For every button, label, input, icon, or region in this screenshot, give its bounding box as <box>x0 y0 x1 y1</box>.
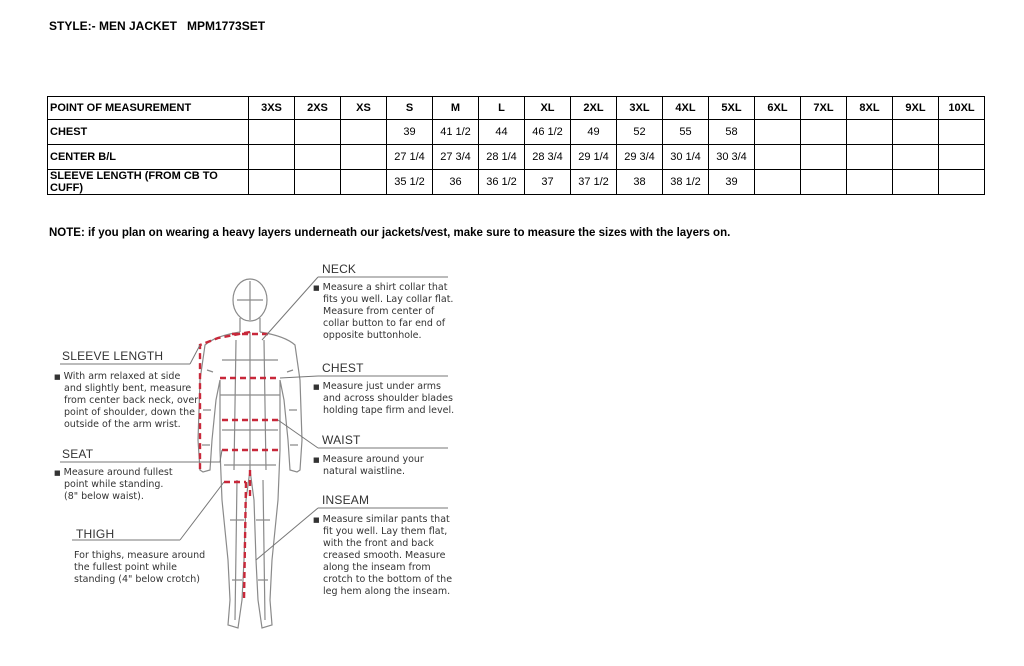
waist-description <box>313 454 424 478</box>
neck-title: NECK <box>322 262 357 276</box>
square-bullet-icon: ■ <box>54 469 61 477</box>
sleeve-length-description <box>54 371 198 431</box>
row-label: CENTER B/L <box>48 145 249 170</box>
sleeve-length-title: SLEEVE LENGTH <box>62 349 164 363</box>
neck-line: Measure a shirt collar that <box>322 282 448 293</box>
seat-description <box>54 467 173 503</box>
thigh-description <box>74 550 205 586</box>
chest-title: CHEST <box>322 361 364 375</box>
measurement-cell: 38 1/2 <box>663 170 709 195</box>
size-header: M <box>433 97 479 120</box>
neck-description <box>313 282 453 342</box>
measurement-cell: 30 1/4 <box>663 145 709 170</box>
size-header: 10XL <box>939 97 985 120</box>
square-bullet-icon: ■ <box>313 284 320 292</box>
human-figure-outline <box>198 279 302 628</box>
size-header: 3XL <box>617 97 663 120</box>
thigh-line: the fullest point while <box>74 562 177 573</box>
measurement-cell: 36 <box>433 170 479 195</box>
inseam-description <box>313 514 452 598</box>
seat-title: SEAT <box>62 447 94 461</box>
waist-line: natural waistline. <box>323 466 406 477</box>
measurement-cell: 39 <box>387 120 433 145</box>
size-header: L <box>479 97 525 120</box>
measurement-cell: 58 <box>709 120 755 145</box>
size-header: XL <box>525 97 571 120</box>
inseam-title: INSEAM <box>322 493 370 507</box>
measurement-cell: 38 <box>617 170 663 195</box>
measurement-cell: 44 <box>479 120 525 145</box>
thigh-title: THIGH <box>76 527 115 541</box>
inseam-line: Measure similar pants that <box>322 514 450 525</box>
size-header: 4XL <box>663 97 709 120</box>
neck-line: opposite buttonhole. <box>323 330 422 341</box>
measurement-cell: 39 <box>709 170 755 195</box>
style-title: STYLE:- MEN JACKET MPM1773SET <box>49 19 266 33</box>
chest-description <box>313 381 454 417</box>
thigh-line: For thighs, measure around <box>74 550 206 561</box>
size-header: 6XL <box>755 97 801 120</box>
sleeve-line: With arm relaxed at side <box>63 371 181 382</box>
thigh-line: standing (4" below crotch) <box>74 574 200 585</box>
measurement-cell: 55 <box>663 120 709 145</box>
chest-line: holding tape firm and level. <box>323 405 455 416</box>
measurement-cell: 36 1/2 <box>479 170 525 195</box>
seat-line: point while standing. <box>64 479 164 490</box>
chest-line: and across shoulder blades <box>323 393 453 404</box>
layering-note: NOTE: if you plan on wearing a heavy layers underneath our jackets/vest, make sure to measure the sizes with the layers on. <box>49 227 731 239</box>
size-header: 2XS <box>295 97 341 120</box>
measurement-cell: 29 3/4 <box>617 145 663 170</box>
measurement-cell: 27 1/4 <box>387 145 433 170</box>
measurement-cell: 46 1/2 <box>525 120 571 145</box>
square-bullet-icon: ■ <box>313 516 320 524</box>
inseam-line: along the inseam from <box>323 562 431 573</box>
size-header: 7XL <box>801 97 847 120</box>
inseam-line: fit you well. Lay them flat, <box>323 526 448 537</box>
square-bullet-icon: ■ <box>313 456 320 464</box>
row-label: SLEEVE LENGTH (FROM CB TO CUFF) <box>48 170 249 195</box>
measurement-cell: 49 <box>571 120 617 145</box>
sleeve-line: from center back neck, over <box>64 395 199 406</box>
waist-title: WAIST <box>322 433 361 447</box>
measurement-cell: 52 <box>617 120 663 145</box>
size-header: 8XL <box>847 97 893 120</box>
inseam-line: crotch to the bottom of the <box>323 574 453 585</box>
size-header: XS <box>341 97 387 120</box>
seat-line: (8" below waist). <box>64 491 144 502</box>
header-point-of-measurement: POINT OF MEASUREMENT <box>48 97 249 120</box>
sleeve-line: point of shoulder, down the <box>64 407 195 418</box>
measurement-cell: 28 1/4 <box>479 145 525 170</box>
row-label: CHEST <box>48 120 249 145</box>
size-header: S <box>387 97 433 120</box>
square-bullet-icon: ■ <box>54 373 61 381</box>
measurement-cell: 37 <box>525 170 571 195</box>
measurement-cell: 27 3/4 <box>433 145 479 170</box>
sleeve-line: outside of the arm wrist. <box>64 419 181 430</box>
measurement-cell: 30 3/4 <box>709 145 755 170</box>
measurement-cell: 35 1/2 <box>387 170 433 195</box>
square-bullet-icon: ■ <box>313 383 320 391</box>
inseam-line: leg hem along the inseam. <box>323 586 451 597</box>
size-header: 2XL <box>571 97 617 120</box>
chest-line: Measure just under arms <box>322 381 441 392</box>
measurement-cell: 29 1/4 <box>571 145 617 170</box>
inseam-line: creased smooth. Measure <box>323 550 446 561</box>
measurement-cell: 41 1/2 <box>433 120 479 145</box>
neck-line: Measure from center of <box>323 306 435 317</box>
measurement-cell: 28 3/4 <box>525 145 571 170</box>
neck-line: fits you well. Lay collar flat. <box>323 294 454 305</box>
sleeve-line: and slightly bent, measure <box>64 383 192 394</box>
seat-line: Measure around fullest <box>63 467 173 478</box>
neck-line: collar button to far end of <box>323 318 446 329</box>
size-header: 3XS <box>249 97 295 120</box>
waist-line: Measure around your <box>322 454 424 465</box>
inseam-line: with the front and back <box>323 538 434 549</box>
size-header: 9XL <box>893 97 939 120</box>
measurement-cell: 37 1/2 <box>571 170 617 195</box>
size-header: 5XL <box>709 97 755 120</box>
